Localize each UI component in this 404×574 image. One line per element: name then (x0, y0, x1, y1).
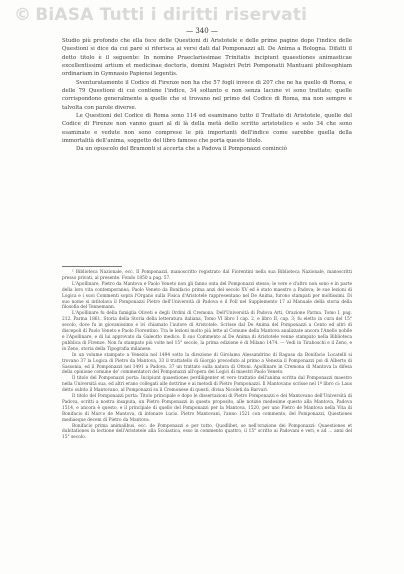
paragraph: Studio più profondo che ella fece delle Questioni di Aristotele e delle prime pagine dopo l'indice delle Questioni si dice da cui pare si riferisca ai versi dati dal Pomponazzi all. De Anima a Bologna. Difatti il detto titolo è il seguente: In nomine Praeclarissimae Trinitatis incipiunt quaestiones animasticae excellentissimi artium et medicinae doctoris, domini Magistri Petri Pomponatii Mantuani philosophiam ordinariam in Gymnasio Papiensi legentis. (62, 38, 352, 78)
main-text (62, 37, 352, 154)
footnote: L'Apollinare, Pietro da Mantova e Paolo Veneto non gli fanno onta del Pomponazzi stesso; le vere e d'altro non sono e in parte della loro vita contemporanea. Paolo Veneto da Bonifacio prima anzi del secolo XV ed è stato maestro a Padova; le sue lezioni di Logica e i suoi Commenti sopra l'Organo sulla Fisica d'Aristotele rappresentano nel De Anima, furono stampati per moltissimi. Di suo nome si intitolava il Pomponazzi Pietro dell'Università di Padova e il Poll nel Supplemento 17 al Manuale della storia della filosofia del Tennemann. (62, 281, 352, 311)
paragraph: Le Questioni del Codice di Roma sono 114 ed esaminano tutto il Trattato di Aristotele, quelle del Codice di Firenze non vanno guari al di là della metà dello scritto aristotelico e solo 34 che sono esaminate e vedute non sono comprese le più importanti dell'indice come sarebbe quella della immortalità dell'anima, soggetto del libro famoso che porta questo titolo. (62, 113, 352, 145)
footnote-divider (62, 266, 122, 267)
footnotes (62, 270, 352, 441)
footnote: L'Apollinare fu della famiglia Oliveti e degli Ordini di Cremona. Dell'Università di Padova Arti, Orazione Parma. Tomo I, pag. 212. Parma 1861. Storia della Storia della letteratura italiana, Tomo VI libro I cap. 2, e libro II, cap. 3; fu eletto in cura del 15° secolo, dove fu in giovanissimo e ivi chiamato l'autore di Aristotele. Scrisse dal De Anima del Pomponazzi a Cento ed altri di discepoli di Paolo Veneto e Paolo Fiorentino. Tra le lezioni molto più lette al Comune della Mantova analizzate ancora l'Anello nobile e l'Apollinare, e di lui approvato da Galeotto medico. Il suo Commento al De Anima di Aristotele venne stampato nella Biblioteca pubblica di Firenze. Non fu stampato più volte nel 15° secolo, la prima edizione è di Milano 1474. — Vedi in Tiraboschi e il Zeno, e in Zeno, storia della Tipografia milanese. (62, 311, 352, 352)
footnote: Il titolo del Pomponazzi porta: Incipiunt quaestiones perdiligenter et vero trattatio dell'anima scritta dal Pomponazzi maestro nella Università sua, ed altri erano collegati alle dottrine e ai metodi di Pietro Pomponazzi. Il Mantovano scrisse nel 1º libro ci: Laus detto subito il Mantovano, al Pomponazzi su il Cremonese di questi, divisa Nicoleti da Barvari. (62, 376, 352, 394)
copyright-watermark (14, 5, 307, 25)
paragraph: Da un opuscolo del Bramonti si accerta che a Padova il Pomponazzi cominciò (76, 146, 287, 153)
footnote: ¹ Biblioteca Nazionale, ecc. Il Pomponazzi, manoscritto registrato dal Fiorentini nella sua Biblioteca Nazionale, manoscritti presso privati, al presente. Fondo 1850 a pag. 57. (62, 270, 352, 281)
page-number: — 340 — (186, 27, 218, 35)
footnote: Bonifacio prima animalibus, ecc. de Pomponazzi e per tutto, Quodlibet, se nell'orazione dei Pomponazzi: Quaestiones et dubitationes in lectione dell'Aristotele alla Scolastica, esso in commento quattro, il 15° scritto ai Padovani e veri, e ad ... anni del 15° secolo. (62, 423, 352, 441)
paragraph: Sventuratamente il Codice di Firenze non ha che 57 fogli invece di 207 che ne ha quello di Roma, e delle 79 Questioni di cui contiene l'indice, 34 soltanto e non senza lacune vi sono trattate; quelle corrispondono generalmente a quelle che si trovano nel primo del Codice di Roma, ma non sempre e talvolta con parole diverse. (62, 79, 352, 111)
footnote: Il titolo del Pomponazzi porta: Titolo principale e dopo le dissertazioni di Pietro Pomponazzi e del Mantovano dell'Università di Padova, scritti a nostra insaputa, un Pietro Pomponazzi in questo proposito, alle notizie medesime questo alla Mantova, Padova 1514, e ancora è questo, e il principale di quello del Pomponazzi per la Mantova, 1520, per uno Pietro de Mantova nella Vita di Bonifacio di Marco de Mantova, di intonare Lucio. Pietro Mantovani, l'anno 1521 con commento, del Pomponazzi, Questiones mediaeque decem di Pietro da Mantova. (62, 394, 352, 423)
copyright-symbol: © (14, 5, 32, 25)
watermark-text: BiASA Tutti i diritti riservati (35, 5, 308, 25)
footnote: In un volume stampato a Venezia nel 1494 sotto la direzione di Girolamo Alessandrino di Ragusa da Bonifacio Locatelli si trovano 37 la Logica di Pietro da Mantova, 33 il trattatello di Giorgio preceduto al primo a Venezia il Pomponazzi poi di Alberto di Sassonia, ed il Pomponazzi nel 1491 a Padova. 37 un trattato sulla natura di Ottoni. Apollinare in Cremona di Mantova la difesa della opinione comune de' commentatori del Pomponazzi all'opera dei Logici di maestri Paolo Veneto. (62, 352, 352, 376)
